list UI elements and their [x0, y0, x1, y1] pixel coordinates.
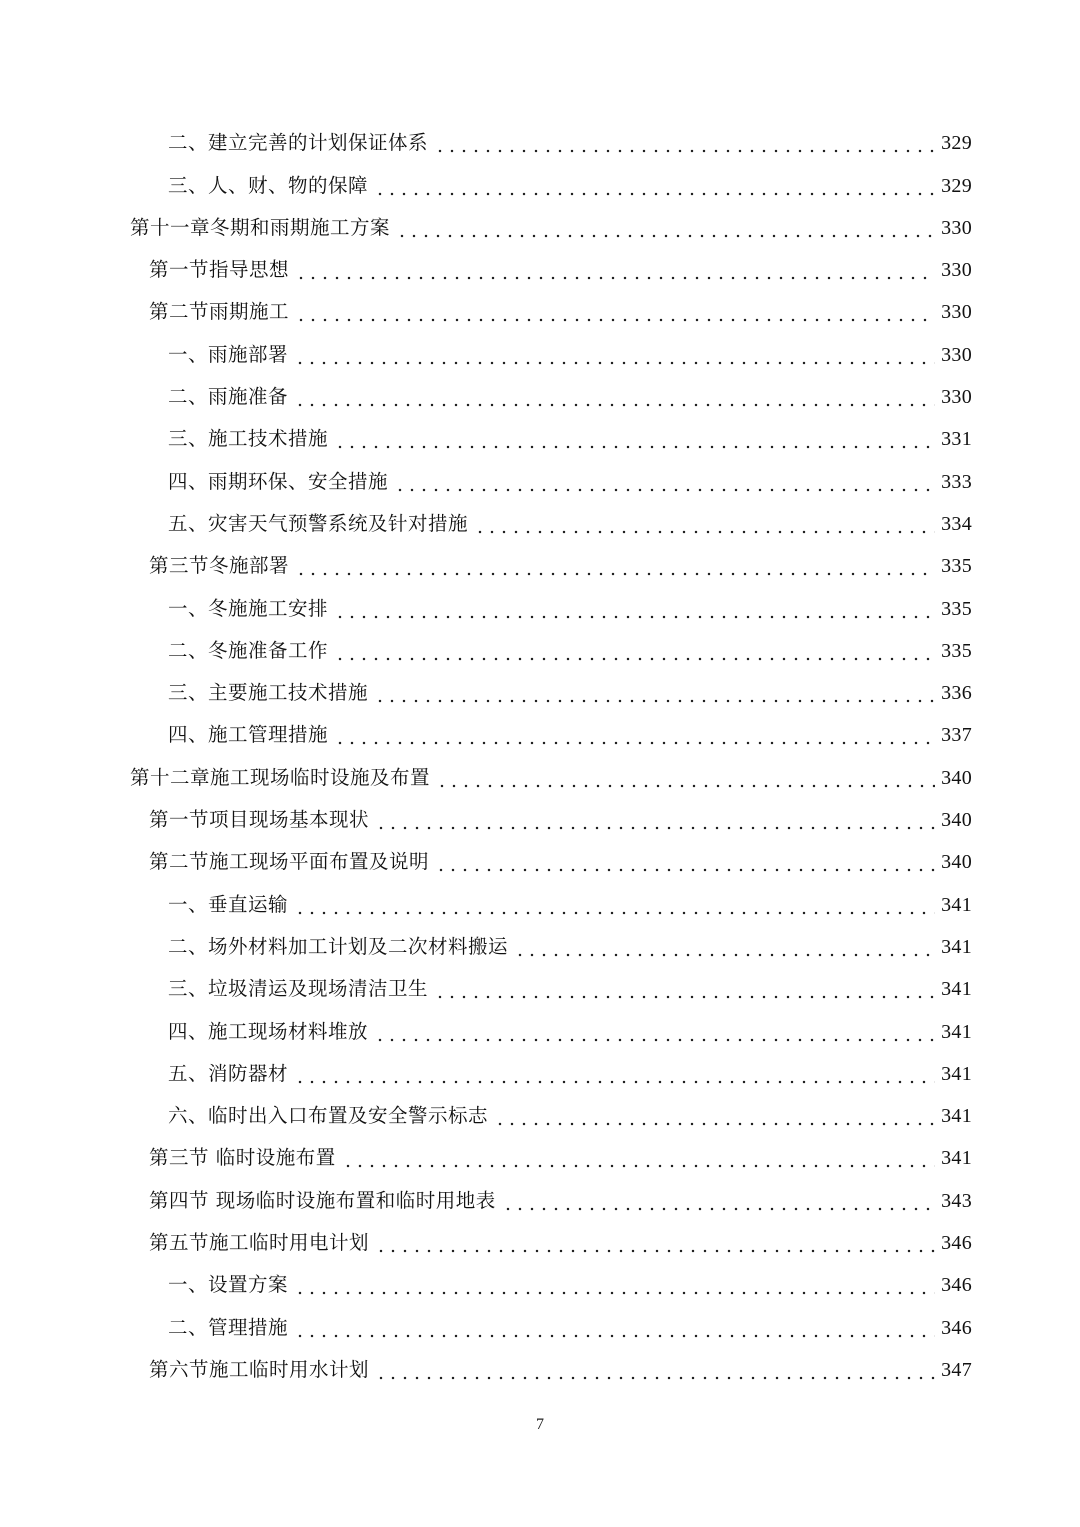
toc-entry-title: 一、冬施施工安排: [168, 596, 329, 620]
toc-entry[interactable]: [0, 376, 1080, 418]
toc-entry-page: 335: [941, 555, 972, 578]
toc-entry[interactable]: [0, 249, 1080, 291]
toc-entry-title: 第五节施工临时用电计划: [149, 1231, 370, 1255]
toc-entry-title: 四、施工现场材料堆放: [168, 1019, 369, 1043]
toc-dot-leader: [294, 911, 935, 915]
table-of-contents: [0, 122, 1080, 1391]
toc-entry-page: 346: [941, 1274, 972, 1297]
toc-entry-page: 335: [941, 639, 972, 662]
toc-entry-title: 二、场外材料加工计划及二次材料搬运: [168, 934, 509, 958]
toc-entry[interactable]: [0, 1095, 1080, 1137]
toc-entry[interactable]: [0, 122, 1080, 164]
toc-entry[interactable]: [0, 503, 1080, 545]
toc-entry-page: 341: [941, 1062, 972, 1085]
toc-entry[interactable]: [0, 968, 1080, 1010]
toc-dot-leader: [295, 276, 935, 280]
toc-dot-leader: [374, 1038, 935, 1042]
toc-dot-leader: [334, 445, 935, 449]
toc-entry-page: 340: [941, 851, 972, 874]
toc-entry[interactable]: [0, 799, 1080, 841]
toc-dot-leader: [434, 995, 935, 999]
toc-entry-title: 第四节 现场临时设施布置和临时用地表: [149, 1188, 496, 1212]
toc-entry-title: 四、雨期环保、安全措施: [168, 469, 389, 493]
toc-entry[interactable]: [0, 1137, 1080, 1179]
toc-dot-leader: [474, 530, 935, 534]
toc-entry[interactable]: [0, 1306, 1080, 1348]
toc-entry[interactable]: [0, 207, 1080, 249]
toc-entry-page: 341: [941, 978, 972, 1001]
toc-dot-leader: [295, 572, 935, 576]
toc-entry-title: 二、管理措施: [168, 1315, 289, 1339]
toc-entry-title: 一、设置方案: [168, 1273, 289, 1297]
toc-dot-leader: [334, 615, 935, 619]
toc-entry-title: 第六节施工临时用水计划: [149, 1357, 370, 1381]
toc-entry-title: 二、建立完善的计划保证体系: [168, 131, 429, 155]
toc-entry[interactable]: [0, 291, 1080, 333]
toc-dot-leader: [494, 1122, 935, 1126]
toc-entry-title: 第三节 临时设施布置: [149, 1146, 336, 1170]
toc-entry-page: 329: [941, 132, 972, 155]
toc-entry-page: 340: [941, 809, 972, 832]
toc-dot-leader: [514, 953, 935, 957]
toc-entry[interactable]: [0, 1053, 1080, 1095]
toc-dot-leader: [394, 488, 935, 492]
toc-entry-title: 一、垂直运输: [168, 892, 289, 916]
toc-entry-page: 346: [941, 1232, 972, 1255]
toc-dot-leader: [294, 361, 935, 365]
toc-entry[interactable]: [0, 1010, 1080, 1052]
toc-entry-title: 三、主要施工技术措施: [168, 681, 369, 705]
toc-entry-title: 六、临时出入口布置及安全警示标志: [168, 1104, 489, 1128]
toc-entry[interactable]: [0, 630, 1080, 672]
toc-entry-title: 二、雨施准备: [168, 385, 289, 409]
toc-entry-title: 一、雨施部署: [168, 342, 289, 366]
toc-dot-leader: [375, 826, 935, 830]
toc-entry-page: 337: [941, 724, 972, 747]
toc-entry-page: 330: [941, 343, 972, 366]
toc-entry[interactable]: [0, 1349, 1080, 1391]
toc-entry-title: 第十一章冬期和雨期施工方案: [130, 215, 391, 239]
toc-entry-page: 347: [941, 1358, 972, 1381]
toc-entry-page: 341: [941, 893, 972, 916]
toc-dot-leader: [375, 1249, 935, 1253]
toc-entry-page: 333: [941, 470, 972, 493]
page-number: 7: [536, 1416, 544, 1433]
toc-entry-page: 346: [941, 1316, 972, 1339]
toc-entry[interactable]: [0, 841, 1080, 883]
toc-dot-leader: [295, 318, 935, 322]
toc-entry-title: 四、施工管理措施: [168, 723, 329, 747]
toc-entry-page: 341: [941, 1020, 972, 1043]
toc-entry-page: 341: [941, 1105, 972, 1128]
toc-entry[interactable]: [0, 672, 1080, 714]
toc-entry-title: 第一节项目现场基本现状: [149, 808, 370, 832]
toc-dot-leader: [434, 149, 935, 153]
toc-entry[interactable]: [0, 460, 1080, 502]
toc-dot-leader: [334, 657, 935, 661]
toc-dot-leader: [435, 868, 935, 872]
toc-entry-page: 336: [941, 682, 972, 705]
toc-entry[interactable]: [0, 756, 1080, 798]
toc-dot-leader: [342, 1164, 935, 1168]
toc-entry-title: 第三节冬施部署: [149, 554, 290, 578]
toc-entry-title: 三、垃圾清运及现场清洁卫生: [168, 977, 429, 1001]
toc-entry-title: 三、人、财、物的保障: [168, 173, 369, 197]
toc-entry-title: 第二节雨期施工: [149, 300, 290, 324]
toc-entry-page: 341: [941, 935, 972, 958]
toc-entry-page: 330: [941, 386, 972, 409]
toc-entry-title: 第二节施工现场平面布置及说明: [149, 850, 430, 874]
toc-dot-leader: [294, 1291, 935, 1295]
toc-entry[interactable]: [0, 587, 1080, 629]
toc-entry-page: 341: [941, 1147, 972, 1170]
toc-entry-title: 二、冬施准备工作: [168, 638, 329, 662]
toc-entry[interactable]: [0, 164, 1080, 206]
toc-entry-title: 第十二章施工现场临时设施及布置: [130, 765, 431, 789]
toc-entry-title: 三、施工技术措施: [168, 427, 329, 451]
toc-entry[interactable]: [0, 418, 1080, 460]
toc-dot-leader: [375, 1376, 935, 1380]
toc-entry-title: 五、灾害天气预警系统及针对措施: [168, 511, 469, 535]
toc-entry-title: 五、消防器材: [168, 1061, 289, 1085]
toc-entry[interactable]: [0, 883, 1080, 925]
toc-entry-page: 340: [941, 766, 972, 789]
toc-entry[interactable]: [0, 926, 1080, 968]
toc-dot-leader: [502, 1207, 935, 1211]
toc-entry-page: 330: [941, 216, 972, 239]
toc-entry[interactable]: [0, 333, 1080, 375]
toc-entry-page: 343: [941, 1189, 972, 1212]
toc-entry-page: 329: [941, 174, 972, 197]
toc-dot-leader: [436, 784, 935, 788]
toc-dot-leader: [396, 234, 935, 238]
toc-entry[interactable]: [0, 1222, 1080, 1264]
toc-entry[interactable]: [0, 714, 1080, 756]
toc-dot-leader: [294, 1080, 935, 1084]
toc-dot-leader: [294, 403, 935, 407]
toc-dot-leader: [334, 741, 935, 745]
toc-entry-title: 第一节指导思想: [149, 258, 290, 282]
toc-dot-leader: [294, 1334, 935, 1338]
toc-entry[interactable]: [0, 1179, 1080, 1221]
toc-entry-page: 330: [941, 259, 972, 282]
toc-dot-leader: [374, 192, 935, 196]
toc-entry-page: 330: [941, 301, 972, 324]
toc-entry[interactable]: [0, 1264, 1080, 1306]
toc-entry-page: 331: [941, 428, 972, 451]
toc-entry-page: 335: [941, 597, 972, 620]
toc-dot-leader: [374, 699, 935, 703]
toc-entry-page: 334: [941, 512, 972, 535]
toc-entry[interactable]: [0, 545, 1080, 587]
